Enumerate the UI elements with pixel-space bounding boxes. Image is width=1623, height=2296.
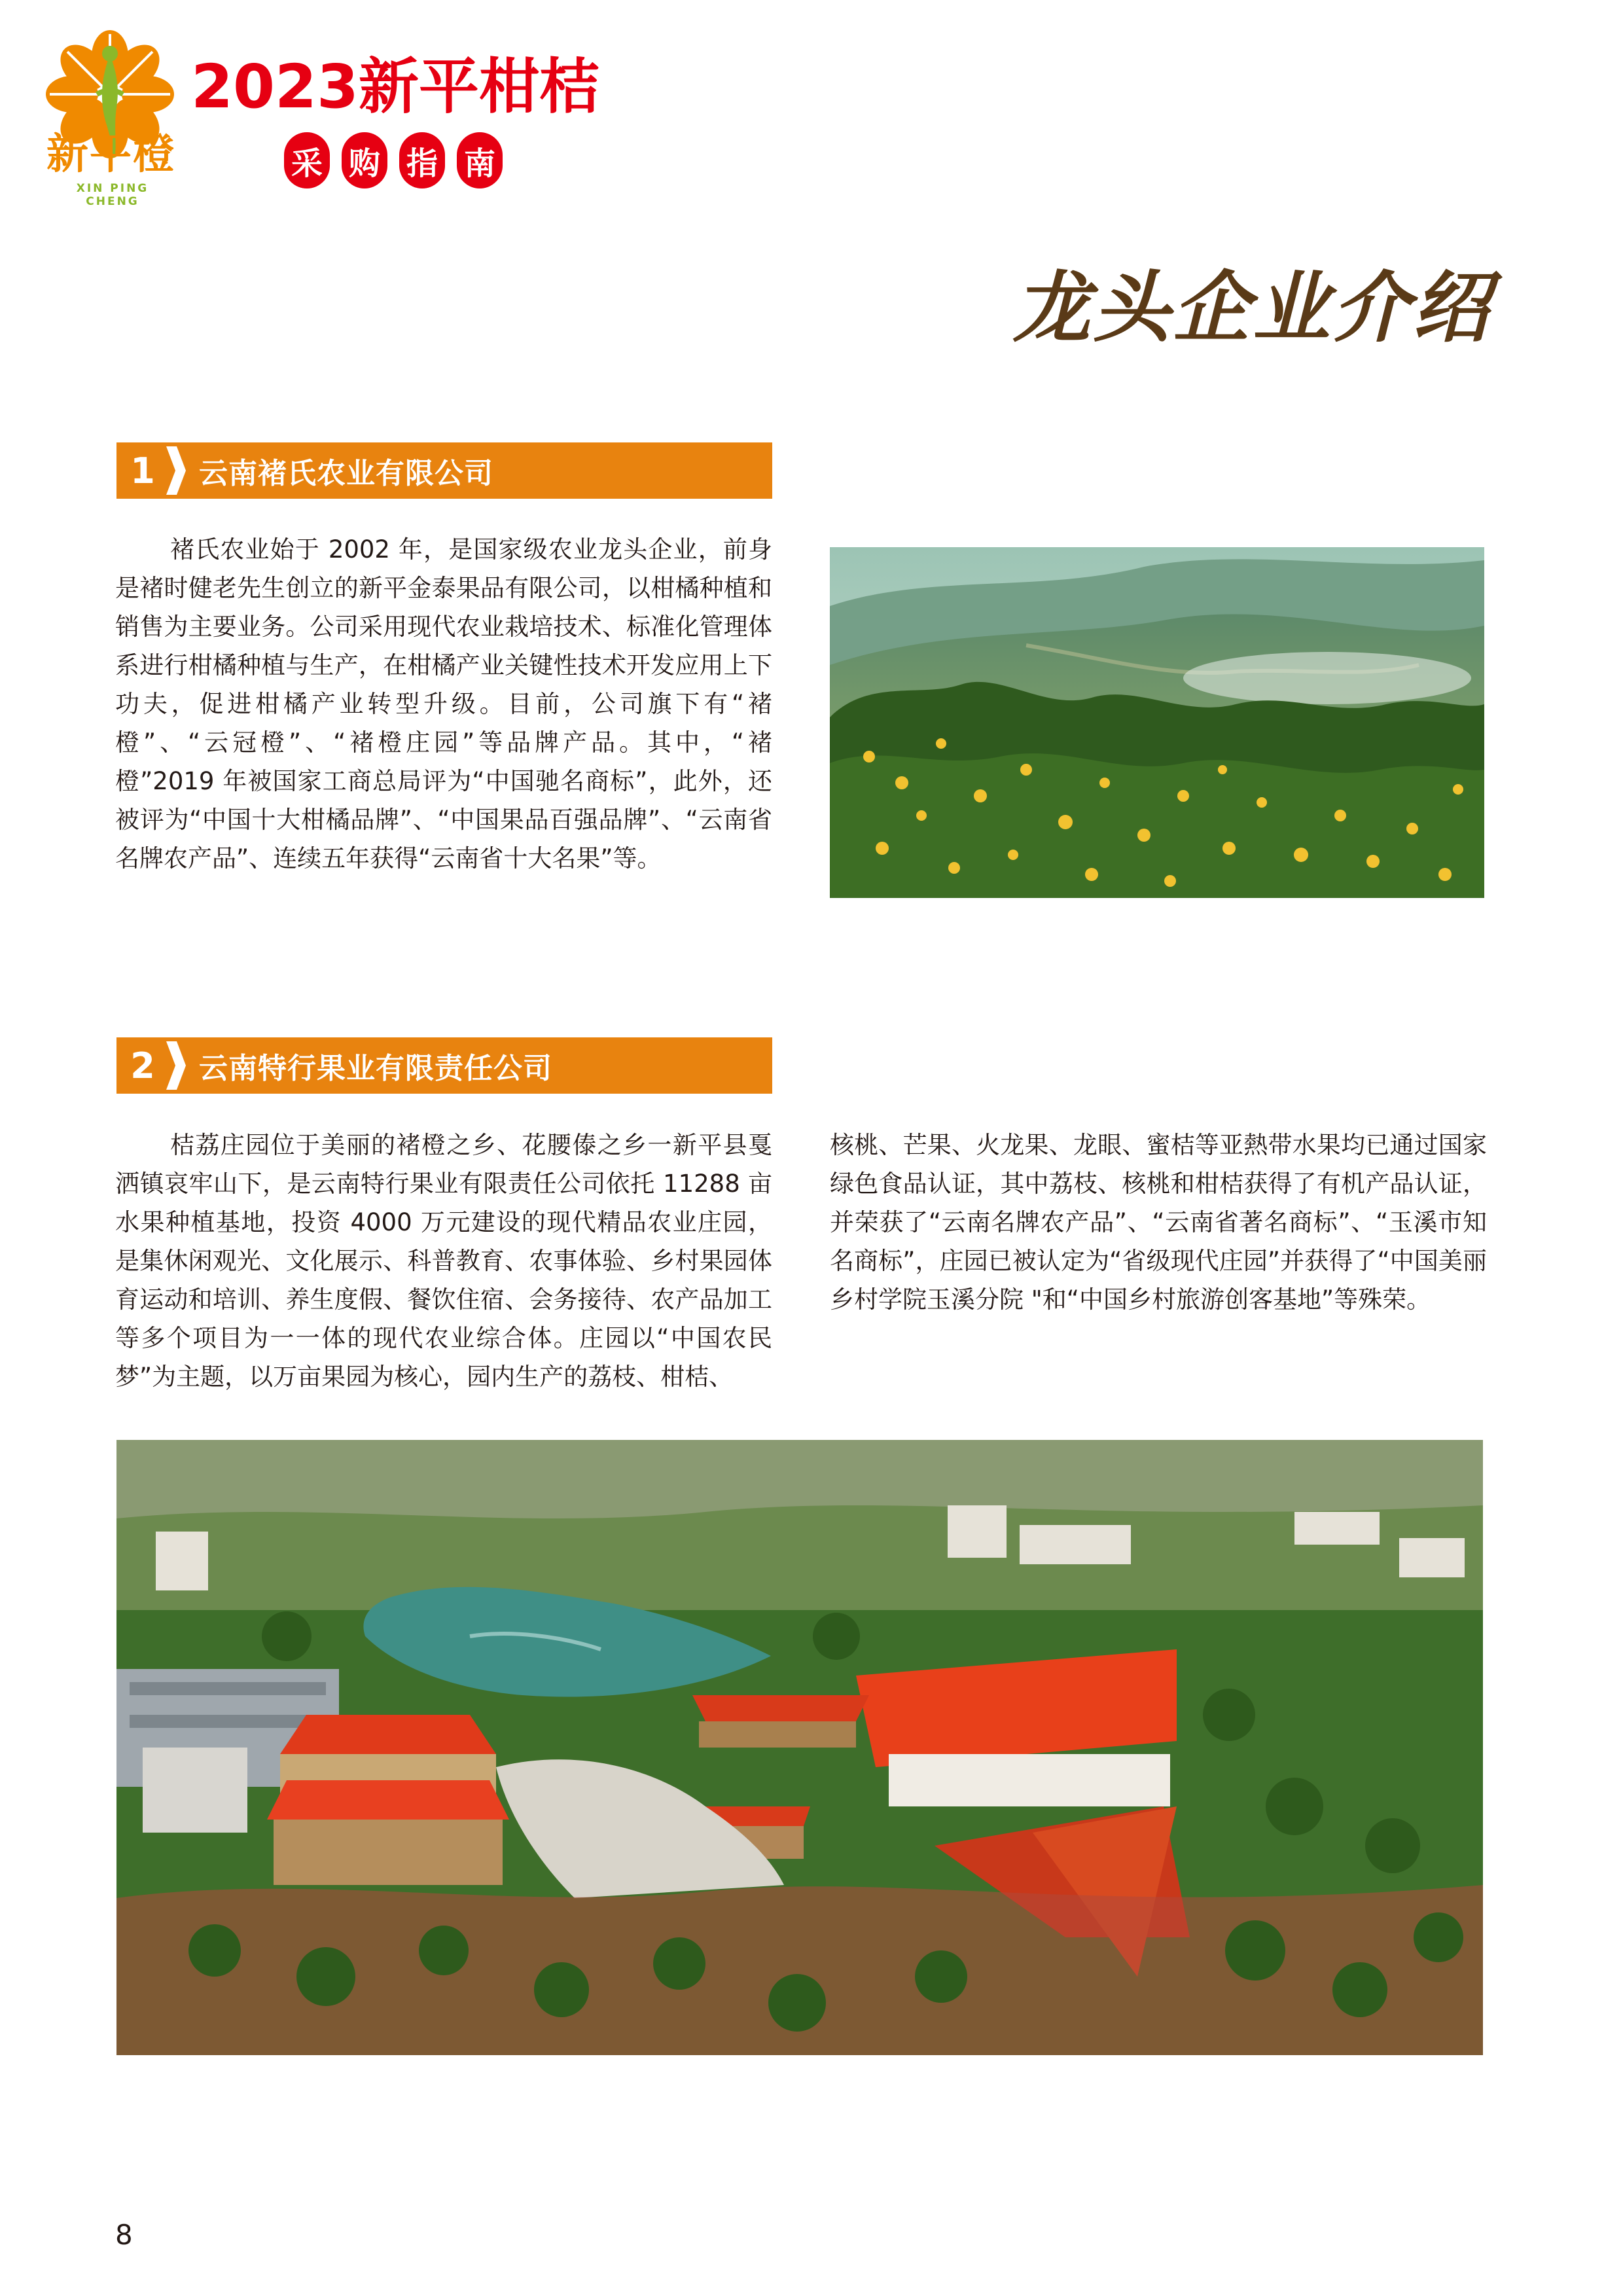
company-number: 2 — [130, 1045, 155, 1086]
company-1-bar — [116, 442, 772, 499]
orange-orchard-photo — [830, 547, 1484, 898]
company-2-paragraph-left: 桔荔庄园位于美丽的褚橙之乡、花腰傣之乡一新平县戛洒镇哀牢山下，是云南特行果业有限责任公司依托 11288 亩水果种植基地，投资 4000 万元建设的现代精品农业庄园，是集休闲观光、文化展示、科普教育、农事体验、乡村果园体育运动和培训、养生度假、餐饮住宿、会务接待、农产品加工等多个项目为一一体的现代农业综合体。庄园以“中国农民梦”为主题，以万亩果园为核心，园内生产的荔枝、柑桔、 — [115, 1131, 772, 1391]
company-number: 1 — [130, 450, 155, 492]
section-heading: 龙头企业介绍 — [1012, 262, 1492, 353]
chevron-right-icon — [164, 442, 187, 499]
company-name: 云南特行果业有限责任公司 — [199, 1052, 552, 1085]
subtitle-char: 指 — [399, 132, 445, 188]
subtitle-char: 南 — [457, 132, 503, 188]
manor-aerial-photo — [116, 1440, 1483, 2055]
subtitle-char: 采 — [284, 132, 330, 188]
header-subtitle — [284, 132, 503, 188]
logo-text-en: XIN PING CHENG — [76, 182, 149, 208]
header-title: 2023新平柑桔 — [191, 52, 600, 122]
page-number: 8 — [115, 2219, 133, 2251]
subtitle-char: 购 — [342, 132, 387, 188]
company-1-paragraph: 褚氏农业始于 2002 年，是国家级农业龙头企业，前身是褚时健老先生创立的新平金泰果品有限公司，以柑橘种植和销售为主要业务。公司采用现代农业栽培技术、标准化管理体系进行柑橘种植与生产，在柑橘产业关键性技术开发应用上下功夫，促进柑橘产业转型升级。目前，公司旗下有“褚橙”、“云冠橙”、“褚橙庄园”等品牌产品。其中，“褚橙”2019 年被国家工商总局评为“中国驰名商标”，此外，还被评为“中国十大柑橘品牌”、“中国果品百强品牌”、“云南省名牌农产品”、连续五年获得“云南省十大名果”等。 — [115, 535, 772, 872]
company-name: 云南褚氏农业有限公司 — [199, 457, 493, 490]
company-2-bar — [116, 1037, 772, 1094]
logo-text-cn: 新平橙 — [46, 130, 176, 179]
company-2-paragraph-right: 核桃、芒果、火龙果、龙眼、蜜桔等亚熱带水果均已通过国家绿色食品认证，其中荔枝、核桃和柑桔获得了有机产品认证，并荣获了“云南名牌农产品”、“云南省著名商标”、“玉溪市知名商标”，庄园已被认定为“省级现代庄园”并获得了“中国美丽乡村学院玉溪分院 "和“中国乡村旅游创客基地”等殊荣。 — [830, 1131, 1487, 1314]
chevron-right-icon — [164, 1037, 187, 1094]
